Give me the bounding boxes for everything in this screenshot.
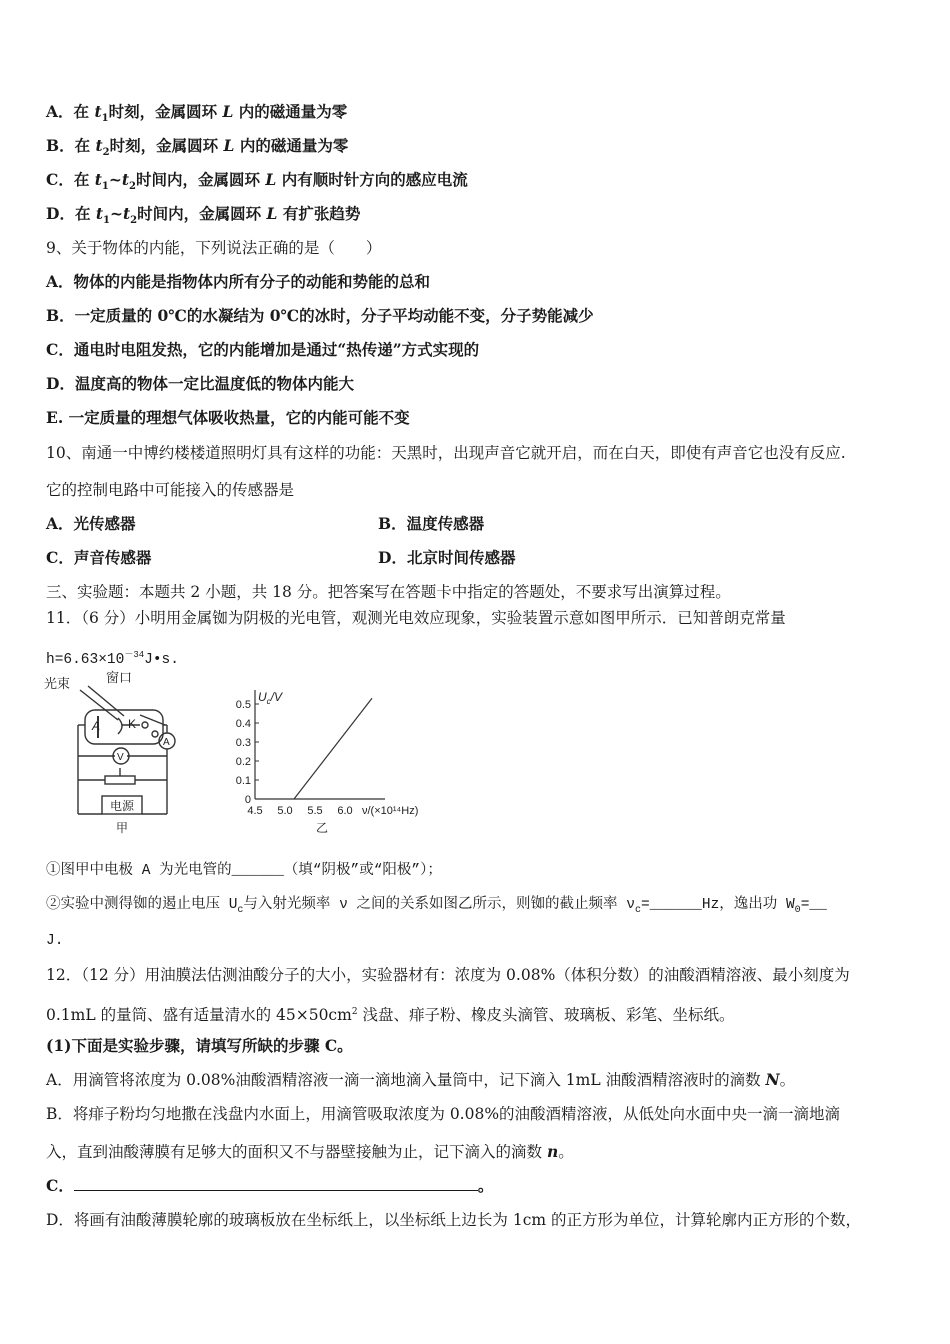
x-tick-label: 5.5 xyxy=(307,805,323,817)
cathode xyxy=(118,718,122,734)
q12-step-a: A．用滴管将浓度为 0.08%油酸酒精溶液一滴一滴地滴入量筒中，记下滴入 1mL 油酸酒精溶液时的滴数 N。 xyxy=(46,1070,796,1089)
y-tick-label: 0.4 xyxy=(235,718,251,730)
ammeter-label: A xyxy=(163,737,170,748)
x-tick-label: 6.0 xyxy=(337,805,353,817)
q12-step-b-line1: B．将痱子粉均匀地撒在浅盘内水面上，用滴管吸取浓度为 0.08%的油酸酒精溶液，从低处向水面中央一滴一滴地滴 xyxy=(46,1105,841,1123)
q12-stem-line2: 0.1mL 的量筒、盛有适量清水的 $45\times 50cm^2$ 浅盘、痱子粉、橡皮头滴管、玻璃板、彩笔、坐标纸。 xyxy=(46,1006,735,1025)
y-tick-label: 0.1 xyxy=(235,775,251,787)
q9-option-b: B．一定质量的 0℃的水凝结为 0℃的冰时，分子平均动能不变，分子势能减少 xyxy=(46,306,594,325)
y-tick-label: 0.3 xyxy=(235,737,251,749)
q10-option-b: B．温度传感器 xyxy=(378,514,485,533)
voltmeter-label: V xyxy=(117,752,124,763)
y-tick-label: 0.2 xyxy=(235,756,251,768)
x-axis-label: ν/(×10¹⁴Hz) xyxy=(362,805,419,817)
anode-label: A xyxy=(92,719,101,733)
q11-sub2-line2: J. xyxy=(46,933,64,949)
q12-step-c: C． 。 xyxy=(46,1176,494,1195)
q11-sub2-line1: ②实验中测得铷的遏止电压 $U_c$与入射光频率 ν 之间的关系如图乙所示，则铷的截止频率 $\nu_c=\_\_\_\_\_\_Hz$，逸出功 $W_0=\_\_$ xyxy=(46,897,827,916)
section-3-heading: 三、实验题：本题共 2 小题，共 18 分。把答案写在答题卡中指定的答题处，不要求写出演算过程。 xyxy=(46,583,731,601)
answer-blank-step-c[interactable] xyxy=(74,1176,478,1191)
q9-stem: 9、关于物体的内能，下列说法正确的是（ ） xyxy=(46,239,382,257)
light-beam-label: 光束 xyxy=(44,676,71,691)
window-label: 窗口 xyxy=(106,670,133,685)
y-axis-label: $U_c/V$ xyxy=(258,690,283,706)
q9-option-c: C．通电时电阻发热，它的内能增加是通过“热传递”方式实现的 xyxy=(46,340,480,359)
q11-sub1: ①图甲中电极 A 为光电管的______（填“阴极”或“阳极”）； xyxy=(46,863,442,879)
q12-stem-line1: 12．（12 分）用油膜法估测油酸分子的大小，实验器材有：浓度为 0.08%（体积分数）的油酸酒精溶液、最小刻度为 xyxy=(46,966,850,984)
stopping-voltage-graph xyxy=(236,690,419,835)
q10-option-c: C．声音传感器 xyxy=(46,548,152,567)
q8-option-c: C．在 $t_1\sim t_2$时间内，金属圆环 L 内有顺时针方向的感应电流 xyxy=(46,170,468,193)
q10-stem-line1: 10、南通一中博约楼楼道照明灯具有这样的功能：天黑时，出现声音它就开启，而在白天，即使有声音它也没有反应. xyxy=(46,444,846,462)
q9-option-d: D．温度高的物体一定比温度低的物体内能大 xyxy=(46,374,354,393)
series-line-Uc xyxy=(294,698,372,799)
q10-option-d: D．北京时间传感器 xyxy=(378,548,516,567)
q12-step-d: D．将画有油酸薄膜轮廓的玻璃板放在坐标纸上，以坐标纸上边长为 1cm 的正方形为单位，计算轮廓内正方形的个数， xyxy=(46,1211,862,1229)
q11-stem-line1: 11．（6 分）小明用金属铷为阴极的光电管，观测光电效应现象，实验装置示意如图甲所示．已知普朗克常量 xyxy=(46,609,786,627)
x-tick-label: 4.5 xyxy=(247,805,263,817)
power-source-label: 电源 xyxy=(110,799,135,813)
y-tick-label: 0.5 xyxy=(235,699,251,711)
x-tick-label: 5.0 xyxy=(277,805,293,817)
q12-part1: (1)下面是实验步骤，请填写所缺的步骤 C。 xyxy=(46,1036,353,1055)
q8-option-a: A．在 $t_1$时刻，金属圆环 L 内的磁通量为零 xyxy=(46,102,348,125)
q9-option-a: A．物体的内能是指物体内所有分子的动能和势能的总和 xyxy=(46,272,431,291)
q10-option-a: A．光传感器 xyxy=(46,514,136,533)
rheostat xyxy=(105,776,135,784)
cathode-label: K xyxy=(128,717,137,731)
figure-b-caption: 乙 xyxy=(316,821,329,835)
q9-option-e: E. 一定质量的理想气体吸收热量，它的内能可能不变 xyxy=(46,408,410,427)
q8-option-d: D．在 $t_1\sim t_2$时间内，金属圆环 L 有扩张趋势 xyxy=(46,204,361,227)
y-tick-label: 0 xyxy=(244,794,251,806)
q12-step-b-line2: 入，直到油酸薄膜有足够大的面积又不与器壁接触为止，记下滴入的滴数 n。 xyxy=(46,1142,574,1161)
q11-stem-line2: $h=6.63\times 10^{-34}J•s$. xyxy=(46,650,179,668)
q10-stem-line2: 它的控制电路中可能接入的传感器是 xyxy=(46,481,295,499)
circuit-diagram xyxy=(78,686,175,814)
figure-a-caption: 甲 xyxy=(116,821,129,835)
q11-figure xyxy=(40,668,460,838)
q8-option-b: B．在 $t_2$时刻，金属圆环 L 内的磁通量为零 xyxy=(46,136,349,159)
